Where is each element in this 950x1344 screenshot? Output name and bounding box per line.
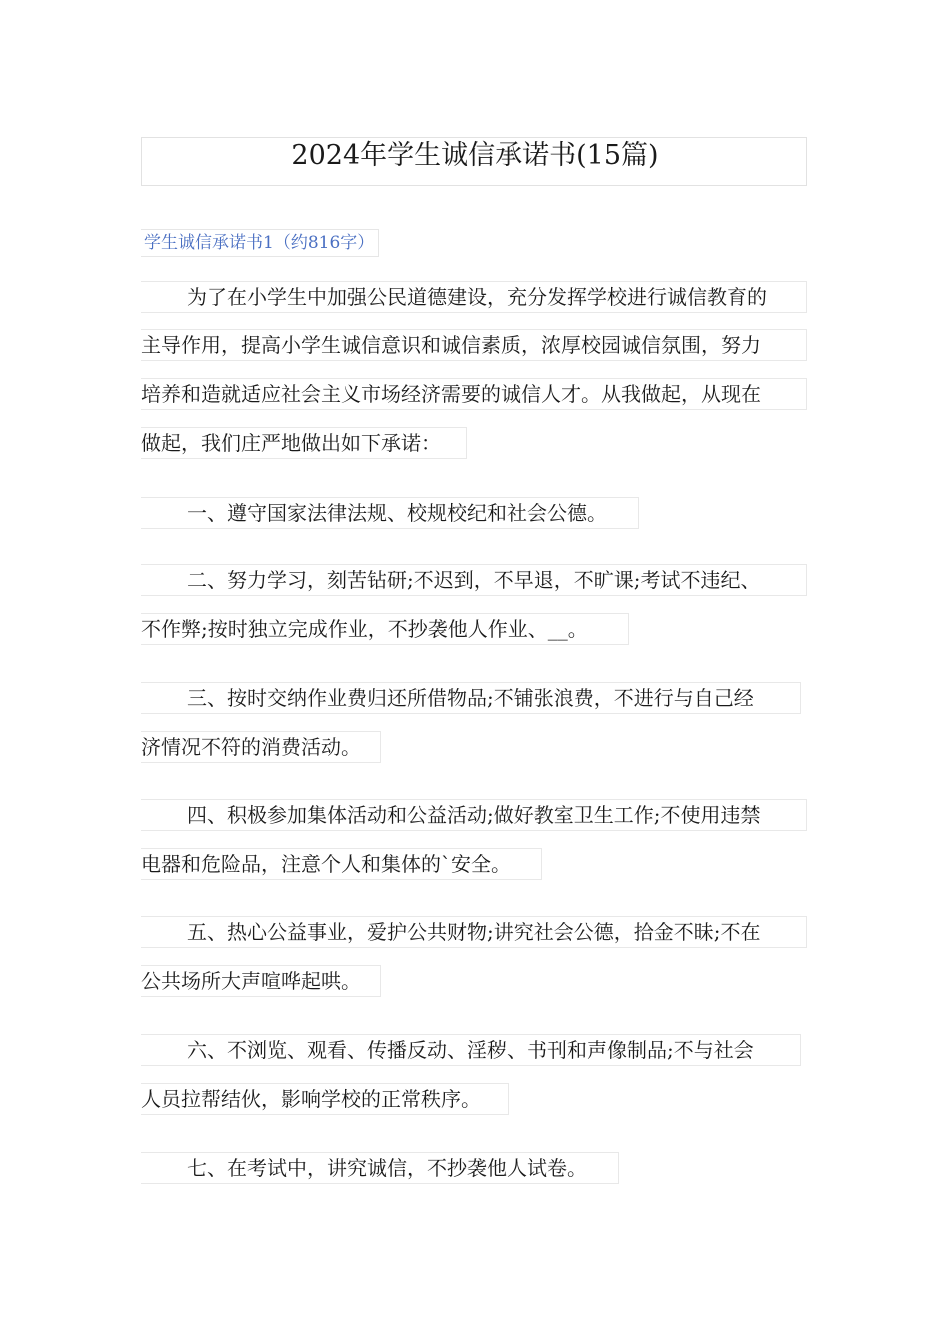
paragraph-line: 为了在小学生中加强公民道德建设，充分发挥学校进行诚信教育的: [141, 281, 807, 313]
paragraph-line: 五、热心公益事业，爱护公共财物;讲究社会公德，拾金不昧;不在: [141, 916, 807, 948]
paragraph-line: 一、遵守国家法律法规、校规校纪和社会公德。: [141, 497, 639, 529]
paragraph-line: 培养和造就适应社会主义市场经济需要的诚信人才。从我做起，从现在: [141, 378, 807, 410]
paragraph-line: 做起，我们庄严地做出如下承诺：: [141, 427, 467, 459]
paragraph-line: 不作弊;按时独立完成作业，不抄袭他人作业、__。: [141, 613, 629, 645]
paragraph-line: 七、在考试中，讲究诚信，不抄袭他人试卷。: [141, 1152, 619, 1184]
paragraph-line: 电器和危险品，注意个人和集体的`安全。: [141, 848, 542, 880]
paragraph-line: 四、积极参加集体活动和公益活动;做好教室卫生工作;不使用违禁: [141, 799, 807, 831]
document-title: 2024年学生诚信承诺书(15篇): [291, 140, 659, 171]
section-heading: 学生诚信承诺书1（约816字）: [141, 229, 379, 257]
paragraph-line: 六、不浏览、观看、传播反动、淫秽、书刊和声像制品;不与社会: [141, 1034, 801, 1066]
paragraph-line: 二、努力学习，刻苦钻研;不迟到，不早退，不旷课;考试不违纪、: [141, 564, 807, 596]
paragraph-line: 公共场所大声喧哗起哄。: [141, 965, 381, 997]
paragraph-line: 济情况不符的消费活动。: [141, 731, 381, 763]
paragraph-line: 三、按时交纳作业费归还所借物品;不铺张浪费，不进行与自己经: [141, 682, 801, 714]
paragraph-line: 人员拉帮结伙，影响学校的正常秩序。: [141, 1083, 509, 1115]
paragraph-line: 主导作用，提高小学生诚信意识和诚信素质，浓厚校园诚信氛围，努力: [141, 329, 807, 361]
